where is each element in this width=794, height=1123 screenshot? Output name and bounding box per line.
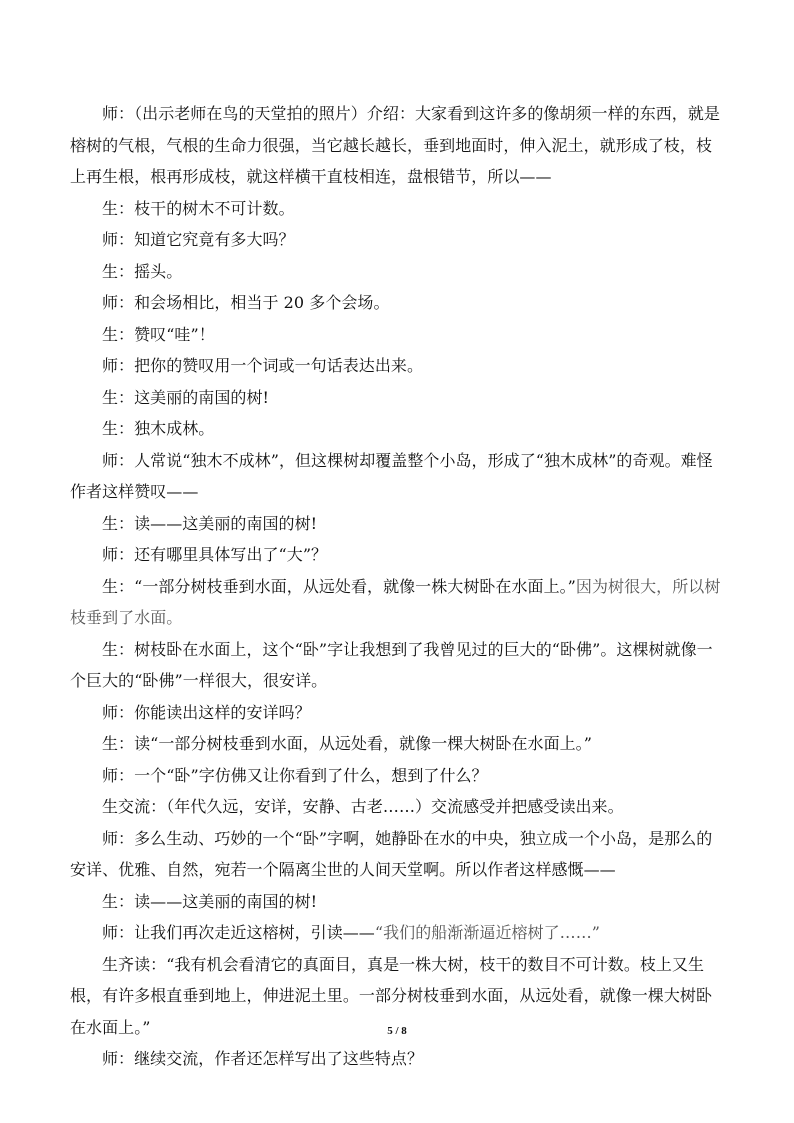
- paragraph-13: [70, 571, 722, 634]
- paragraph-14: [70, 634, 722, 697]
- paragraph-21: [70, 917, 722, 949]
- paragraph-9: [70, 413, 722, 445]
- paragraph-gray-tail: 因为树很大，所以树枝垂到了水面。: [70, 576, 721, 627]
- paragraph-2: [70, 193, 722, 225]
- paragraph-16: [70, 728, 722, 760]
- paragraph-text: 师：多么生动、巧妙的一个“卧”字啊，她静卧在水的中央，独立成一个小岛，是那么的安详、优雅、自然，宛若一个隔离尘世的人间天堂啊。所以作者这样感慨——: [70, 828, 713, 879]
- page-number: 5 / 8: [387, 1025, 407, 1037]
- paragraph-6: [70, 319, 722, 351]
- paragraph-19: [70, 823, 722, 886]
- paragraph-text: 师：继续交流，作者还怎样写出了这些特点？: [102, 1049, 424, 1068]
- document-body: [70, 98, 722, 1075]
- paragraph-text: 生：摇头。: [102, 261, 183, 281]
- paragraph-10: [70, 445, 722, 508]
- paragraph-text: 师：让我们再次走近这榕树，引读——: [102, 923, 375, 942]
- paragraph-text: 生：“一部分树枝垂到水面，从远处看，就像一株大树卧在水面上。”: [102, 576, 576, 596]
- paragraph-text: 师：把你的赞叹用一个词或一句话表达出来。: [102, 356, 424, 375]
- paragraph-20: [70, 886, 722, 918]
- paragraph-15: [70, 697, 722, 729]
- paragraph-text: 生：读——这美丽的南国的树!: [102, 891, 318, 911]
- paragraph-18: [70, 791, 722, 823]
- paragraph-text: 生：树枝卧在水面上，这个“卧”字让我想到了我曾见过的巨大的“卧佛”。这棵树就像一个巨大的“卧佛”一样很大，很安详。: [70, 639, 713, 690]
- paragraph-5: [70, 287, 722, 319]
- paragraph-text: 生：读——这美丽的南国的树!: [102, 513, 318, 533]
- paragraph-1: [70, 98, 722, 193]
- paragraph-text: 生：这美丽的南国的树!: [102, 387, 269, 407]
- paragraph-17: [70, 760, 722, 792]
- paragraph-7: [70, 350, 722, 382]
- paragraph-text: 生：读“一部分树枝垂到水面，从远处看，就像一棵大树卧在水面上。”: [102, 734, 592, 753]
- paragraph-text: 生齐读：“我有机会看清它的真面目，真是一株大树，枝干的数目不可计数。枝上又生根，有许多根直垂到地上，伸进泥土里。一部分树枝垂到水面，从远处看，就像一棵大树卧在水面上。”: [70, 954, 713, 1037]
- paragraph-11: [70, 508, 722, 540]
- paragraph-text: 生：枝干的树木不可计数。: [102, 198, 295, 218]
- paragraph-text: 师：一个“卧”字仿佛又让你看到了什么，想到了什么？: [102, 765, 488, 785]
- paragraph-8: [70, 382, 722, 414]
- paragraph-text: 生：赞叹“哇”！: [102, 324, 215, 344]
- paragraph-4: [70, 256, 722, 288]
- paragraph-text: 师：和会场相比，相当于 20 多个会场。: [102, 293, 390, 312]
- paragraph-text: 师：人常说“独木不成林”，但这棵树却覆盖整个小岛，形成了“独木成林”的奇观。难怪作者这样赞叹——: [70, 450, 713, 501]
- paragraph-text: 生：独木成林。: [102, 419, 215, 438]
- paragraph-23: [70, 1043, 722, 1075]
- paragraph-text: 师：你能读出这样的安详吗？: [102, 702, 311, 722]
- paragraph-text: 师：还有哪里具体写出了“大”？: [102, 545, 328, 564]
- paragraph-text: 师：（出示老师在鸟的天堂拍的照片）介绍：大家看到这许多的像胡须一样的东西，就是榕树的气根，气根的生命力很强，当它越长越长，垂到地面时，伸入泥土，就形成了枝，枝上再生根，根再形成枝，就这样横干直枝相连，盘根错节，所以——: [70, 104, 720, 186]
- paragraph-gray-tail: “我们的船渐渐逼近榕树了……”: [374, 923, 600, 942]
- paragraph-text: 师：知道它究竟有多大吗？: [102, 230, 295, 249]
- paragraph-3: [70, 224, 722, 256]
- paragraph-text: 生交流：（年代久远，安详，安静、古老……）交流感受并把感受读出来。: [102, 797, 624, 816]
- paragraph-12: [70, 539, 722, 571]
